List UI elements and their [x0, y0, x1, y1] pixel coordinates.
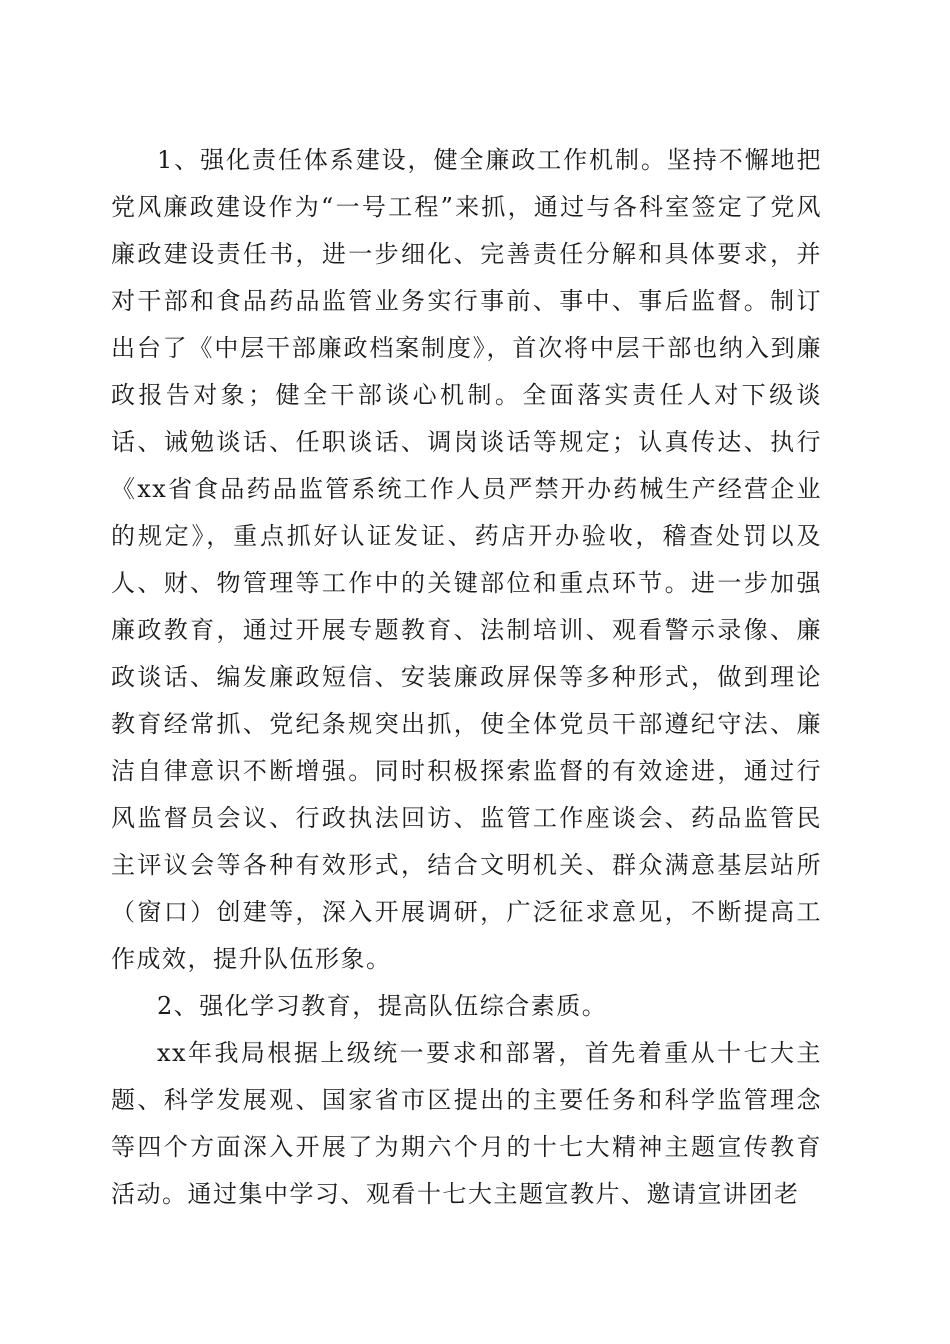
paragraph-study-education-body: xx年我局根据上级统一要求和部署，首先着重从十七大主题、科学发展观、国家省市区提出的主要任务和科学监管理念等四个方面深入开展了为期六个月的十七大精神主题宣传教育活动。通过集中学习、观看十七大主题宣教片、邀请宣讲团老 — [111, 1039, 822, 1208]
paragraph-responsibility-system: 1、强化责任体系建设，健全廉政工作机制。坚持不懈地把党风廉政建设作为“一号工程”来抓，通过与各科室签定了党风廉政建设责任书，进一步细化、完善责任分解和具体要求，并对干部和食品药品监管业务实行事前、事中、事后监督。制订出台了《中层干部廉政档案制度》，首次将中层干部也纳入到廉政报告对象；健全干部谈心机制。全面落实责任人对下级谈话、诫勉谈话、任职谈话、调岗谈话等规定；认真传达、执行《xx省食品药品监管系统工作人员严禁开办药械生产经营企业的规定》，重点抓好认证发证、药店开办验收，稽查处罚以及人、财、物管理等工作中的关键部位和重点环节。进一步加强廉政教育，通过开展专题教育、法制培训、观看警示录像、廉政谈话、编发廉政短信、安装廉政屏保等多种形式，做到理论教育经常抓、党纪条规突出抓，使全体党员干部遵纪守法、廉洁自律意识不断增强。同时积极探索监督的有效途进，通过行风监督员会议、行政执法回访、监管工作座谈会、药品监管民主评议会等各种有效形式，结合文明机关、群众满意基层站所（窗口）创建等，深入开展调研，广泛征求意见，不断提高工作成效，提升队伍形象。 — [111, 146, 822, 973]
paragraph-study-education-heading: 2、强化学习教育，提高队伍综合素质。 — [157, 992, 608, 1020]
document-body — [111, 137, 822, 1218]
